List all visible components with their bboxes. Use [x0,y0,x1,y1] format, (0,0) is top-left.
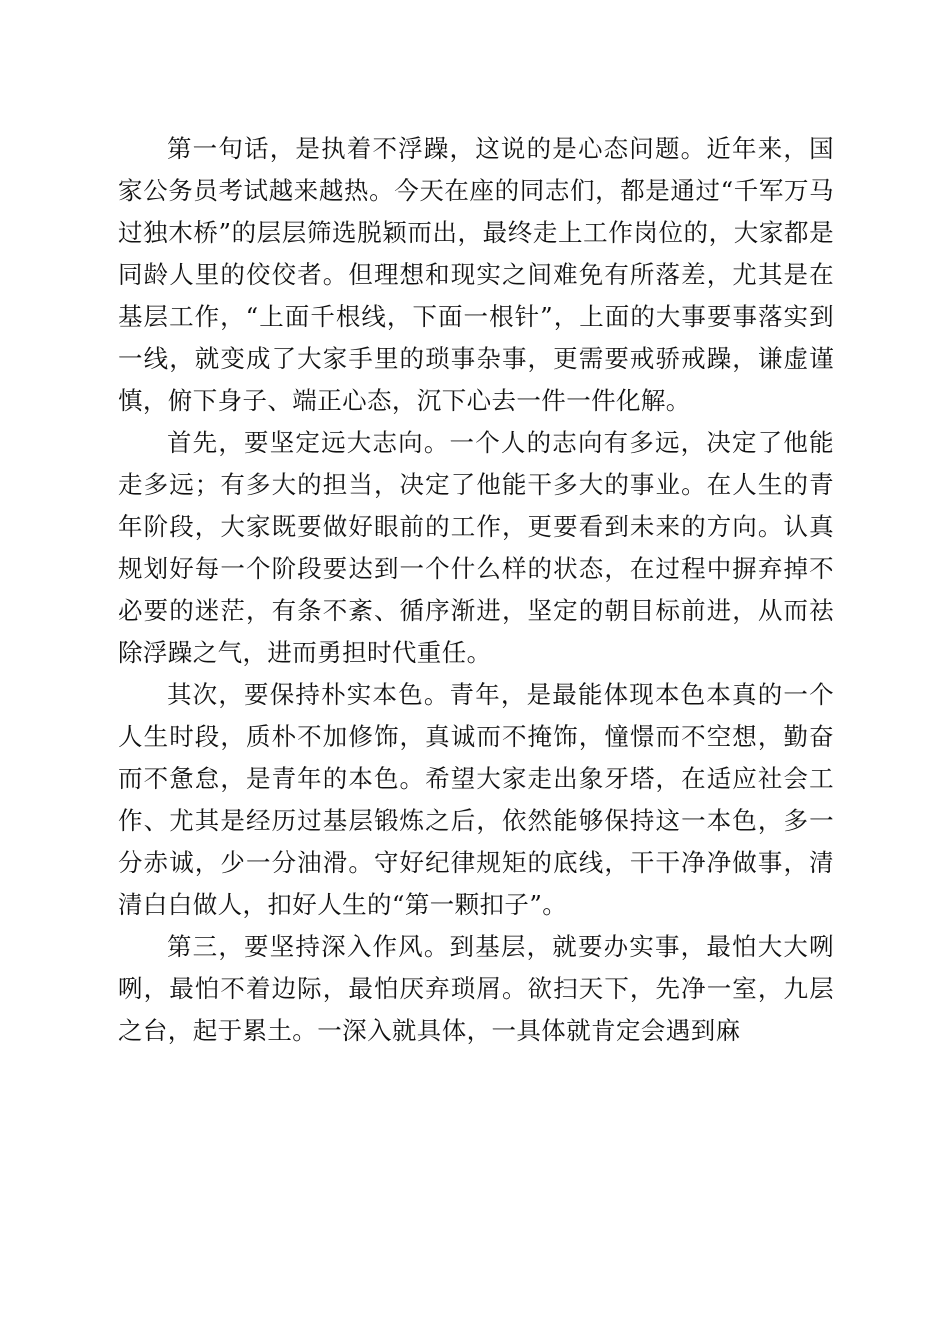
paragraph-2: 首先，要坚定远大志向。一个人的志向有多远，决定了他能走多远；有多大的担当，决定了他能干多大的事业。在人生的青年阶段，大家既要做好眼前的工作，更要看到未来的方向。认真规划好每一个阶段要达到一个什么样的状态，在过程中摒弃掉不必要的迷茫，有条不紊、循序渐进，坚定的朝目标前进，从而祛除浮躁之气，进而勇担时代重任。 [118,428,834,667]
paragraph-4: 第三，要坚持深入作风。到基层，就要办实事，最怕大大咧咧，最怕不着边际，最怕厌弃琐屑。欲扫天下，先净一室，九层之台，起于累土。一深入就具体，一具体就肯定会遇到麻 [118,932,834,1045]
paragraph-3: 其次，要保持朴实本色。青年，是最能体现本色本真的一个人生时段，质朴不加修饰，真诚而不掩饰，憧憬而不空想，勤奋而不惫怠，是青年的本色。希望大家走出象牙塔，在适应社会工作、尤其是经历过基层锻炼之后，依然能够保持这一本色，多一分赤诚，少一分油滑。守好纪律规矩的底线，干干净净做事，清清白白做人，扣好人生的“第一颗扣子”。 [118,680,834,919]
paragraph-1: 第一句话，是执着不浮躁，这说的是心态问题。近年来，国家公务员考试越来越热。今天在座的同志们，都是通过“千军万马过独木桥”的层层筛选脱颖而出，最终走上工作岗位的，大家都是同龄人里的佼佼者。但理想和现实之间难免有所落差，尤其是在基层工作，“上面千根线，下面一根针”，上面的大事要事落实到一线，就变成了大家手里的琐事杂事，更需要戒骄戒躁，谦虚谨慎，俯下身子、端正心态，沉下心去一件一件化解。 [118,134,834,415]
document-body [118,128,834,1052]
